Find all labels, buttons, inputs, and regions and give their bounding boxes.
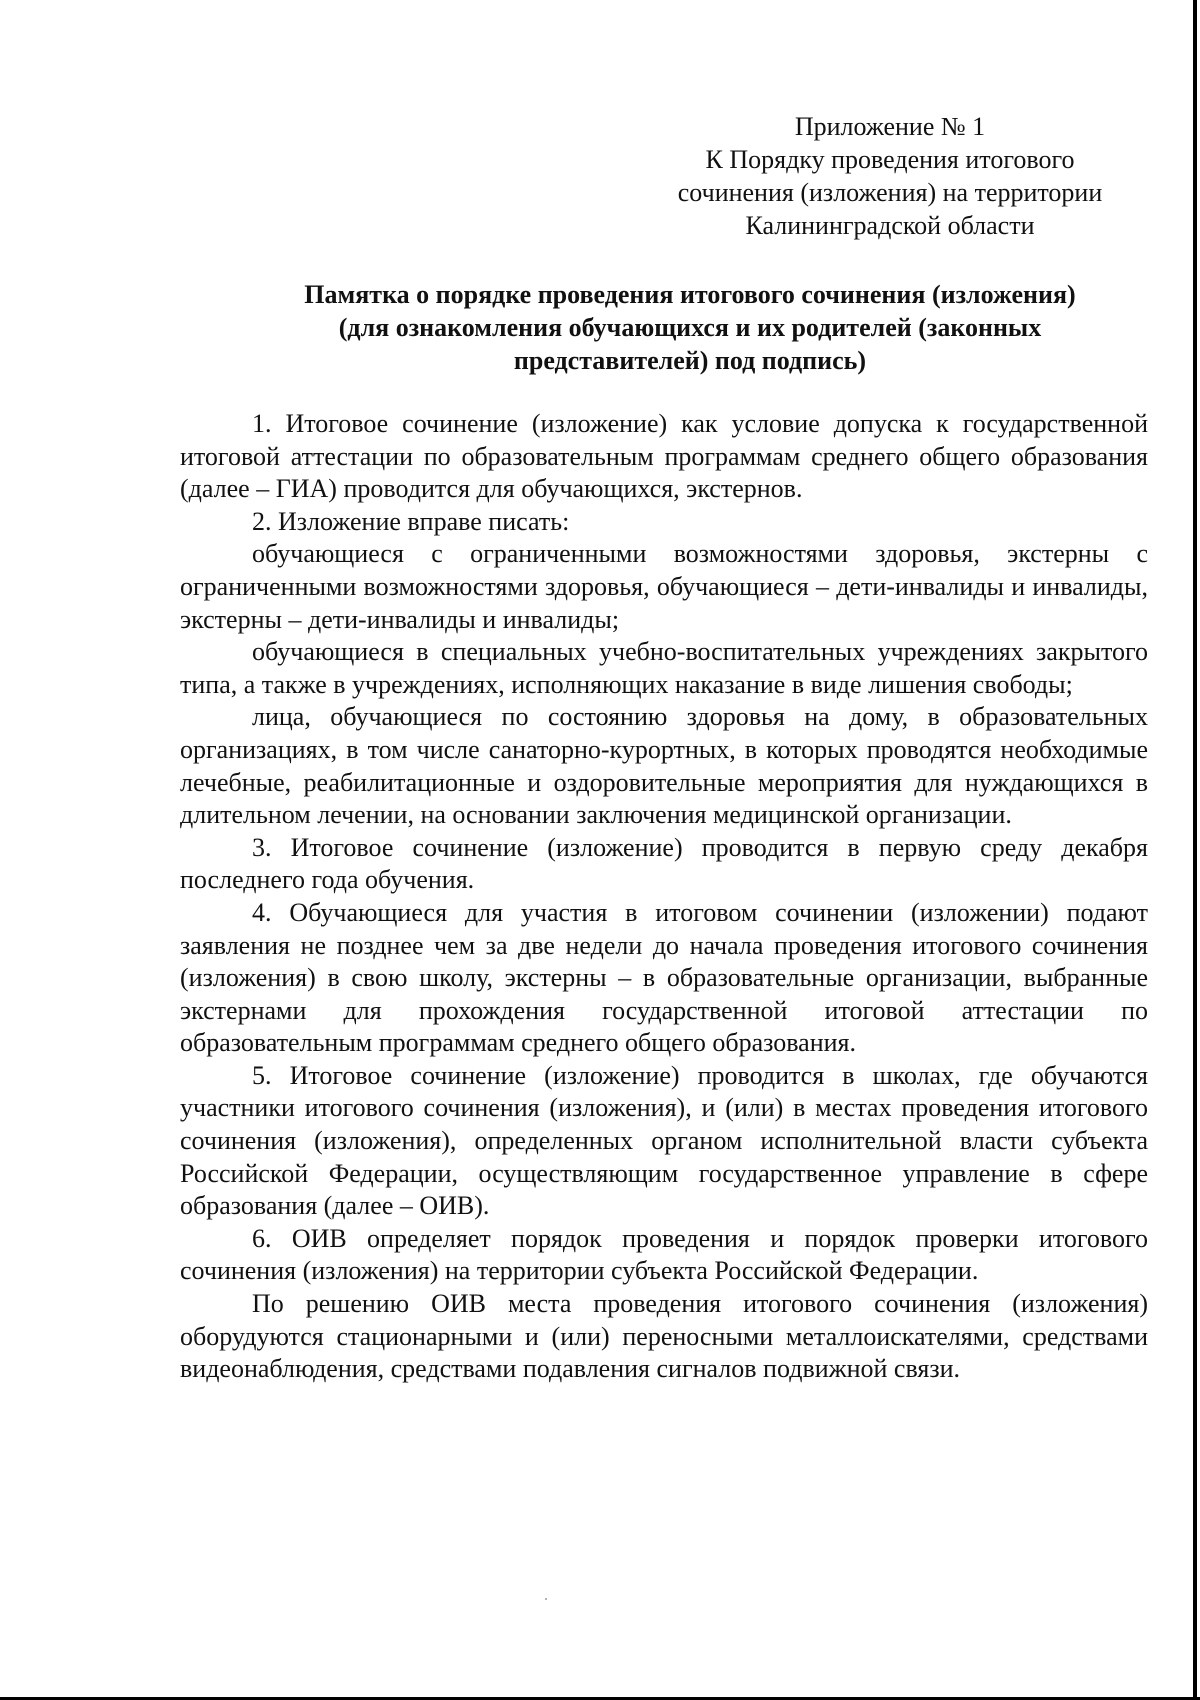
paragraph-2-item-2: обучающиеся в специальных учебно-воспитательных учреждениях закрытого типа, а также в учреждениях, исполняющих наказание в виде лишения свободы; (180, 637, 1148, 699)
scan-speck (545, 1598, 547, 1600)
paragraph-6-continuation: По решению ОИВ места проведения итогового сочинения (изложения) оборудуются стационарными и (или) переносными металлоискателями, средствами видеонаблюдения, средствами подавления сигналов подвижной связи. (180, 1289, 1148, 1384)
scan-border-right (1193, 0, 1197, 1700)
paragraph-3: 3. Итоговое сочинение (изложение) проводится в первую среду декабря последнего года обучения. (180, 832, 1148, 895)
appendix-header (645, 110, 1135, 242)
document-title (260, 278, 1120, 377)
paragraph-4: 4. Обучающиеся для участия в итоговом сочинении (изложении) подают заявления не позднее чем за две недели до начала проведения итогового сочинения (изложения) в свою школу, экстерны – в образовательные организации, выбранные экстернами для прохождения государственной итоговой аттестации по образовательным программам среднего общего образования. (180, 897, 1148, 1058)
paragraph-2-item-1: обучающиеся с ограниченными возможностями здоровья, экстерны с ограниченными возможностями здоровья, обучающиеся – дети-инвалиды и инвалиды, экстерны – дети-инвалиды и инвалиды; (180, 539, 1148, 634)
appendix-line: Приложение № 1 (794, 112, 986, 141)
title-line: (для ознакомления обучающихся и их родителей (законных (338, 313, 1042, 342)
appendix-line: сочинения (изложения) на территории (677, 178, 1103, 207)
paragraph-1: 1. Итоговое сочинение (изложение) как условие допуска к государственной итоговой аттестации по образовательным программам среднего общего образования (далее – ГИА) проводится для обучающихся, экстернов. (180, 409, 1148, 504)
appendix-line: К Порядку проведения итогового (705, 145, 1075, 174)
title-line: представителей) под подпись) (513, 346, 867, 375)
title-line: Памятка о порядке проведения итогового сочинения (изложения) (304, 280, 1076, 309)
appendix-line: Калининградской области (745, 211, 1035, 240)
paragraph-2: 2. Изложение вправе писать: (252, 506, 570, 536)
paragraph-5: 5. Итоговое сочинение (изложение) проводится в школах, где обучаются участники итогового сочинения (изложения), и (или) в местах проведения итогового сочинения (изложения), определенных органом исполнительной власти субъекта Российской Федерации, осуществляющим государственное управление в сфере образования (далее – ОИВ). (180, 1060, 1148, 1221)
paragraph-2-item-3: лица, обучающиеся по состоянию здоровья на дому, в образовательных организациях, в том числе санаторно-курортных, в которых проводятся необходимые лечебные, реабилитационные и оздоровительные мероприятия для нуждающихся в длительном лечении, на основании заключения медицинской организации. (180, 702, 1148, 830)
paragraph-6: 6. ОИВ определяет порядок проведения и порядок проверки итогового сочинения (изложения) на территории субъекта Российской Федерации. (180, 1223, 1148, 1286)
document-body (180, 408, 1148, 1386)
